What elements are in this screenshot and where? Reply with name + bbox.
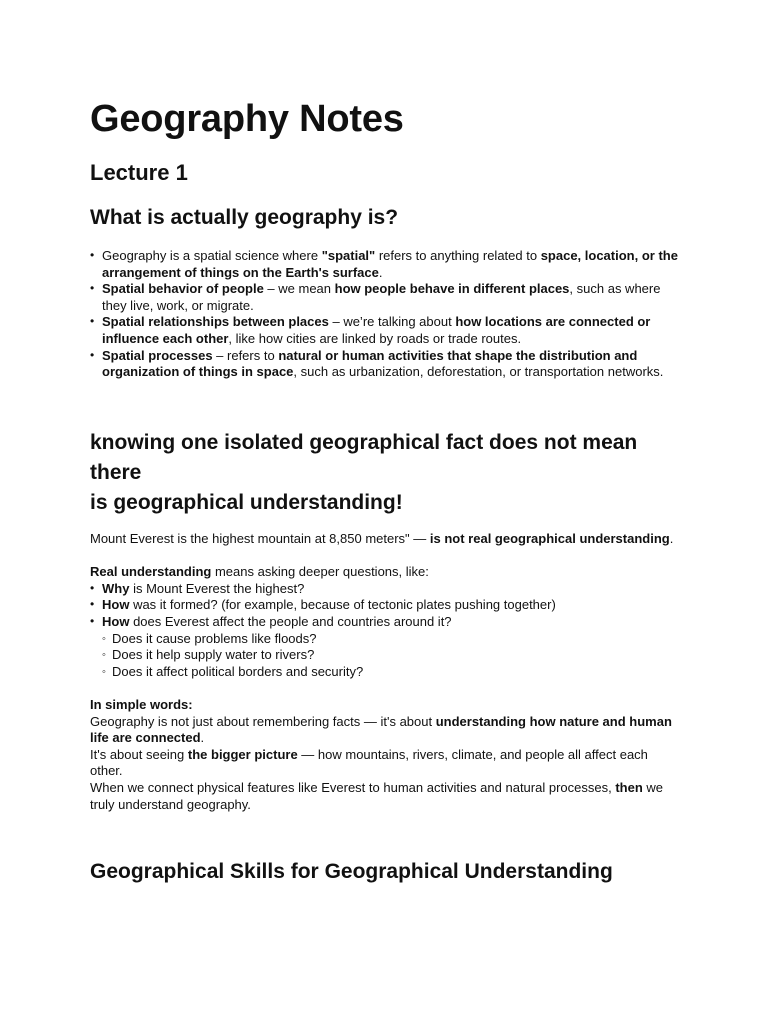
list-item: • Why is Mount Everest the highest? [90, 581, 680, 598]
real-understanding-intro: Real understanding means asking deeper questions, like: [90, 564, 429, 580]
list-item: • Geography is a spatial science where "spatial" refers to anything related to space, location, or the arrangement of things on the Earth's surface. [90, 248, 680, 281]
geography-definition-list [90, 248, 680, 381]
sub-question-list [90, 631, 680, 681]
list-item: ◦ Does it help supply water to rivers? [90, 647, 680, 664]
list-item: ◦ Does it cause problems like floods? [90, 631, 680, 648]
lecture-heading: Lecture 1 [90, 160, 188, 185]
question-list [90, 581, 680, 681]
paragraph: It's about seeing the bigger picture — how mountains, rivers, climate, and people all affect each other. [90, 746, 648, 779]
everest-statement: Mount Everest is the highest mountain at 8,850 meters" — is not real geographical understanding. [90, 531, 674, 546]
list-item: • Spatial relationships between places – we’re talking about how locations are connected or influence each other, like how cities are linked by roads or trade routes. [90, 314, 680, 347]
simple-words-heading: In simple words: [90, 696, 193, 712]
list-item: • How does Everest affect the people and countries around it? ◦ Does it cause problems like floods? ◦ Does it help supply water to rivers? ◦ Does it affect political borders and security? [90, 614, 680, 680]
list-item: • How was it formed? (for example, because of tectonic plates pushing together) [90, 597, 680, 614]
list-item: ◦ Does it affect political borders and security? [90, 664, 680, 681]
section-heading-what-is-geography: What is actually geography is? [90, 206, 399, 229]
list-item: • Spatial behavior of people – we mean how people behave in different places, such as where they live, work, or migrate. [90, 281, 680, 314]
list-item: • Spatial processes – refers to natural or human activities that shape the distribution and organization of things in space, such as urbanization, deforestation, or transportation networks. [90, 348, 680, 381]
paragraph: When we connect physical features like Everest to human activities and natural processes, then we truly understand geography. [90, 779, 664, 812]
section-heading-understanding: knowing one isolated geographical fact does not mean there is geographical understanding! [90, 431, 638, 514]
paragraph: Geography is not just about remembering facts — it's about understanding how nature and human life are connected. [90, 713, 672, 746]
understanding-body [90, 531, 680, 813]
section-heading-geographical-skills: Geographical Skills for Geographical Understanding [90, 860, 613, 883]
page-title: Geography Notes [90, 98, 404, 140]
